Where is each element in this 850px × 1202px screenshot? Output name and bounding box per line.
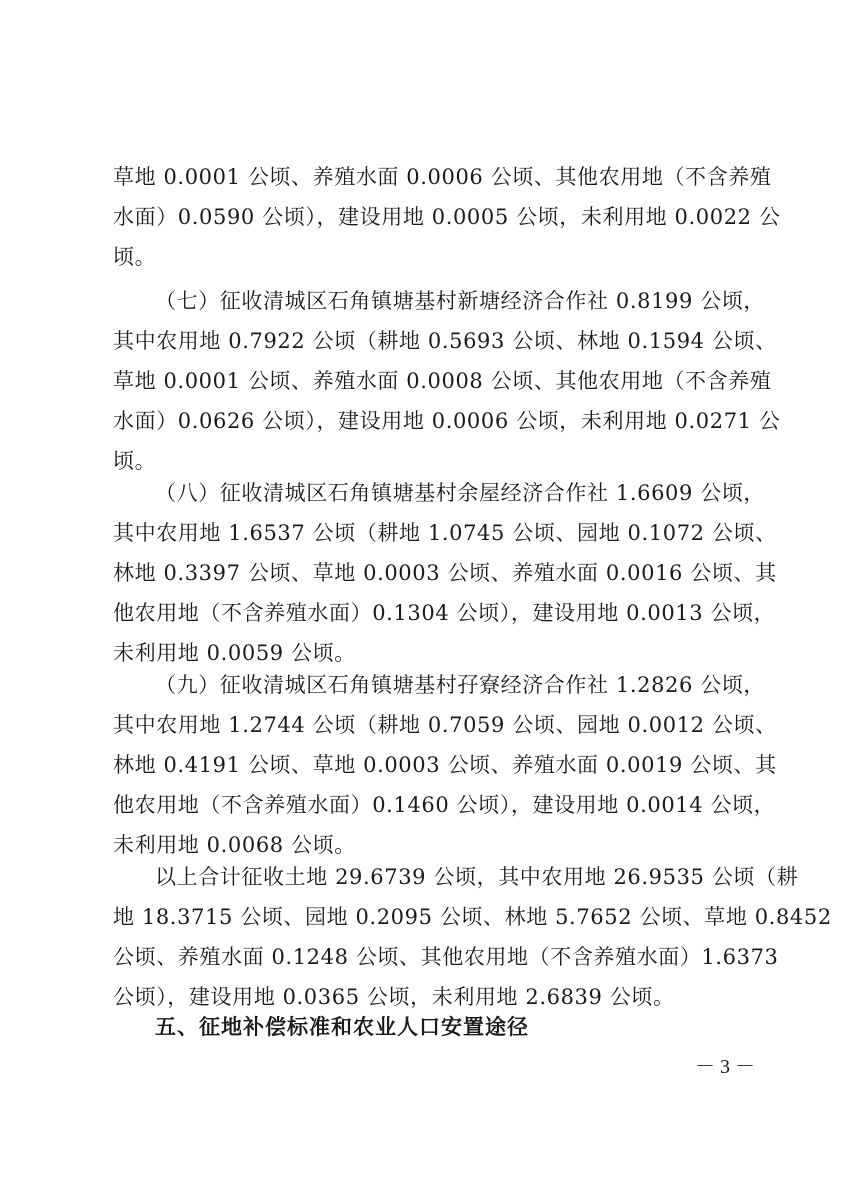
text-line: 林地 0.4191 公顷、草地 0.0003 公顷、养殖水面 0.0019 公顷、其	[113, 753, 777, 777]
text-line: 公顷、养殖水面 0.1248 公顷、其他农用地（不含养殖水面）1.6373	[113, 945, 779, 969]
text-line: 其中农用地 1.2744 公顷（耕地 0.7059 公顷、园地 0.0012 公顷、	[113, 713, 777, 737]
text-line: 以上合计征收土地 29.6739 公顷，其中农用地 26.9535 公顷（耕	[155, 865, 799, 889]
text-line: 草地 0.0001 公顷、养殖水面 0.0006 公顷、其他农用地（不含养殖	[113, 165, 772, 189]
text-line: 他农用地（不含养殖水面）0.1460 公顷），建设用地 0.0014 公顷，	[113, 793, 776, 817]
text-line: 未利用地 0.0059 公顷。	[113, 641, 356, 665]
text-line: 地 18.3715 公顷、园地 0.2095 公顷、林地 5.7652 公顷、草地 0.8452	[113, 905, 832, 929]
text-line: 其中农用地 0.7922 公顷（耕地 0.5693 公顷、林地 0.1594 公顷、	[113, 329, 777, 353]
text-line: 水面）0.0626 公顷），建设用地 0.0006 公顷，未利用地 0.0271 公	[113, 409, 781, 433]
text-line: 水面）0.0590 公顷），建设用地 0.0005 公顷，未利用地 0.0022 公	[113, 205, 781, 229]
text-line: 草地 0.0001 公顷、养殖水面 0.0008 公顷、其他农用地（不含养殖	[113, 369, 772, 393]
text-line: 其中农用地 1.6537 公顷（耕地 1.0745 公顷、园地 0.1072 公顷、	[113, 521, 777, 545]
text-line: 未利用地 0.0068 公顷。	[113, 833, 356, 857]
text-line: 林地 0.3397 公顷、草地 0.0003 公顷、养殖水面 0.0016 公顷、其	[113, 561, 777, 585]
section-heading: 五、征地补偿标准和农业人口安置途径	[155, 1015, 529, 1039]
text-line: （七）征收清城区石角镇塘基村新塘经济合作社 0.8199 公顷，	[155, 289, 766, 313]
text-line: 他农用地（不含养殖水面）0.1304 公顷），建设用地 0.0013 公顷，	[113, 601, 776, 625]
text-line: 公顷），建设用地 0.0365 公顷，未利用地 2.6839 公顷。	[113, 985, 675, 1009]
text-line: （八）征收清城区石角镇塘基村余屋经济合作社 1.6609 公顷，	[155, 481, 766, 505]
text-line: （九）征收清城区石角镇塘基村孖寮经济合作社 1.2826 公顷，	[155, 673, 766, 697]
page-number: － 3 －	[695, 1056, 755, 1078]
text-line: 顷。	[113, 245, 157, 269]
text-line: 顷。	[113, 449, 157, 473]
